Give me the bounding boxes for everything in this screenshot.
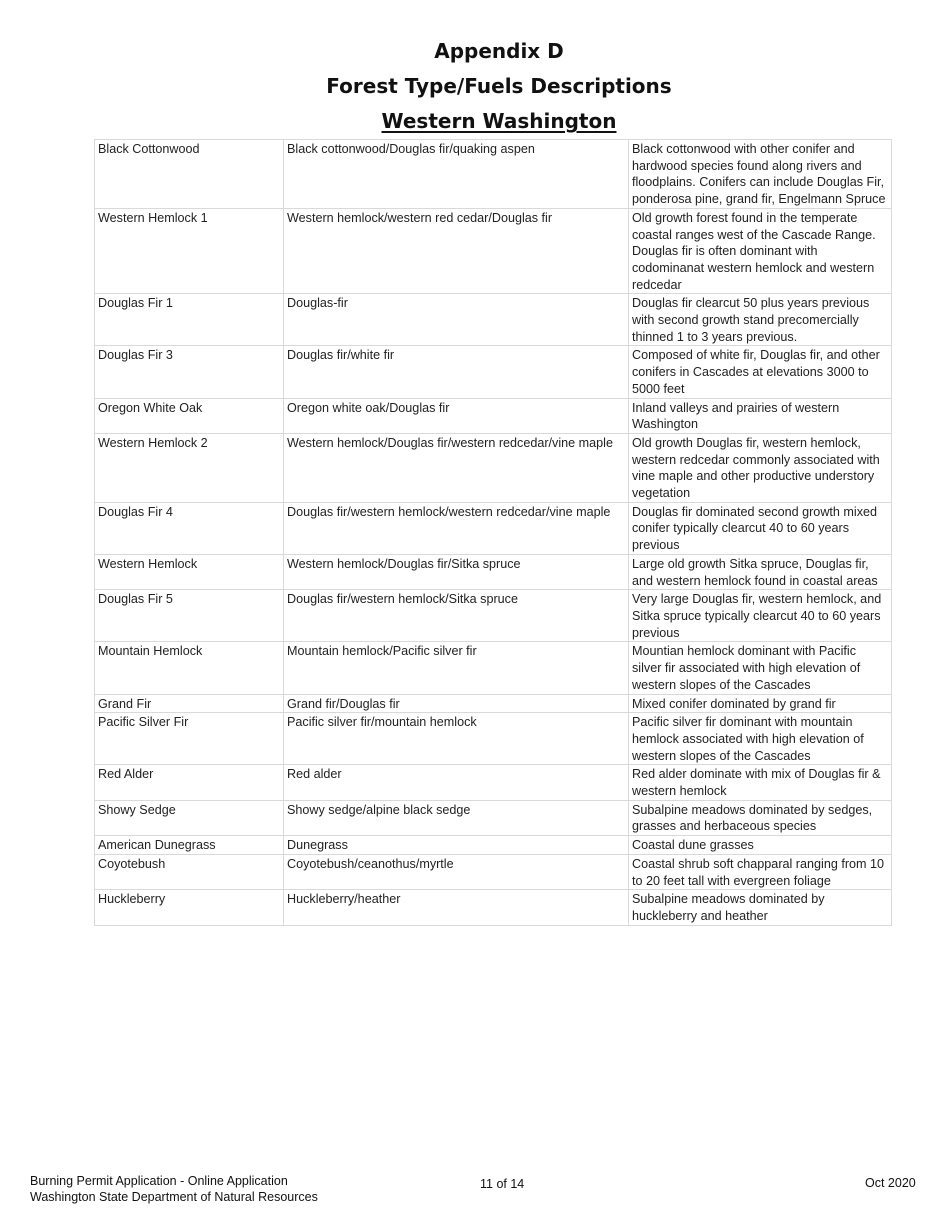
table-row bbox=[95, 294, 892, 346]
description-cell: Very large Douglas fir, western hemlock, and Sitka spruce typically clearcut 40 to 60 years previous bbox=[629, 590, 892, 642]
description-cell: Composed of white fir, Douglas fir, and other conifers in Cascades at elevations 3000 to 5000 feet bbox=[629, 346, 892, 398]
description-cell: Douglas fir dominated second growth mixed conifer typically clearcut 40 to 60 years previous bbox=[629, 502, 892, 554]
forest-type-cell: Mountain Hemlock bbox=[95, 642, 284, 694]
species-cell: Douglas fir/white fir bbox=[284, 346, 629, 398]
table-row bbox=[95, 554, 892, 589]
forest-type-cell: Douglas Fir 4 bbox=[95, 502, 284, 554]
page-number: 11 of 14 bbox=[480, 1177, 525, 1191]
table-row bbox=[95, 208, 892, 294]
species-cell: Douglas-fir bbox=[284, 294, 629, 346]
footer-source bbox=[30, 1174, 318, 1205]
table-row bbox=[95, 694, 892, 713]
table-row bbox=[95, 433, 892, 502]
species-cell: Oregon white oak/Douglas fir bbox=[284, 398, 629, 433]
species-cell: Pacific silver fir/mountain hemlock bbox=[284, 713, 629, 765]
description-cell: Old growth Douglas fir, western hemlock, western redcedar commonly associated with vine maple and other productive understory vegetation bbox=[629, 433, 892, 502]
species-cell: Red alder bbox=[284, 765, 629, 800]
table-row bbox=[95, 854, 892, 889]
table-row bbox=[95, 140, 892, 209]
species-cell: Grand fir/Douglas fir bbox=[284, 694, 629, 713]
appendix-title: Appendix D bbox=[434, 39, 564, 63]
forest-type-cell: Western Hemlock 1 bbox=[95, 208, 284, 294]
description-cell: Old growth forest found in the temperate coastal ranges west of the Cascade Range. Douglas fir is often dominant with codominanat western hemlock and western redcedar bbox=[629, 208, 892, 294]
species-cell: Mountain hemlock/Pacific silver fir bbox=[284, 642, 629, 694]
description-cell: Pacific silver fir dominant with mountain hemlock associated with high elevation of western slopes of the Cascades bbox=[629, 713, 892, 765]
description-cell: Large old growth Sitka spruce, Douglas fir, and western hemlock found in coastal areas bbox=[629, 554, 892, 589]
description-cell: Douglas fir clearcut 50 plus years previous with second growth stand precomercially thinned 1 to 3 years previous. bbox=[629, 294, 892, 346]
table-row bbox=[95, 642, 892, 694]
species-cell: Coyotebush/ceanothus/myrtle bbox=[284, 854, 629, 889]
footer-application: Burning Permit Application - Online Application bbox=[30, 1174, 288, 1188]
forest-type-cell: Red Alder bbox=[95, 765, 284, 800]
description-cell: Red alder dominate with mix of Douglas fir & western hemlock bbox=[629, 765, 892, 800]
species-cell: Douglas fir/western hemlock/Sitka spruce bbox=[284, 590, 629, 642]
species-cell: Black cottonwood/Douglas fir/quaking aspen bbox=[284, 140, 629, 209]
description-cell: Mountian hemlock dominant with Pacific silver fir associated with high elevation of western slopes of the Cascades bbox=[629, 642, 892, 694]
forest-type-cell: Western Hemlock 2 bbox=[95, 433, 284, 502]
species-cell: Dunegrass bbox=[284, 836, 629, 855]
forest-type-cell: Oregon White Oak bbox=[95, 398, 284, 433]
forest-type-cell: Pacific Silver Fir bbox=[95, 713, 284, 765]
forest-type-cell: Black Cottonwood bbox=[95, 140, 284, 209]
fuels-table-body bbox=[95, 140, 892, 926]
forest-type-cell: Douglas Fir 1 bbox=[95, 294, 284, 346]
description-cell: Coastal dune grasses bbox=[629, 836, 892, 855]
description-cell: Inland valleys and prairies of western Washington bbox=[629, 398, 892, 433]
description-cell: Coastal shrub soft chapparal ranging from 10 to 20 feet tall with evergreen foliage bbox=[629, 854, 892, 889]
table-row bbox=[95, 713, 892, 765]
species-cell: Showy sedge/alpine black sedge bbox=[284, 800, 629, 835]
description-cell: Subalpine meadows dominated by huckleberry and heather bbox=[629, 890, 892, 925]
species-cell: Douglas fir/western hemlock/western redcedar/vine maple bbox=[284, 502, 629, 554]
forest-type-cell: Western Hemlock bbox=[95, 554, 284, 589]
forest-type-cell: Coyotebush bbox=[95, 854, 284, 889]
footer-date: Oct 2020 bbox=[865, 1176, 916, 1190]
table-row bbox=[95, 800, 892, 835]
species-cell: Huckleberry/heather bbox=[284, 890, 629, 925]
forest-type-cell: Showy Sedge bbox=[95, 800, 284, 835]
table-row bbox=[95, 836, 892, 855]
region-title: Western Washington bbox=[381, 109, 617, 133]
footer-department: Washington State Department of Natural Resources bbox=[30, 1189, 318, 1204]
forest-type-cell: Douglas Fir 5 bbox=[95, 590, 284, 642]
forest-type-cell: Huckleberry bbox=[95, 890, 284, 925]
forest-type-cell: Douglas Fir 3 bbox=[95, 346, 284, 398]
description-cell: Black cottonwood with other conifer and hardwood species found along rivers and floodplains. Conifers can include Douglas Fir, ponderosa pine, grand fir, Engelmann Spruce bbox=[629, 140, 892, 209]
document-title: Forest Type/Fuels Descriptions bbox=[326, 74, 672, 98]
table-row bbox=[95, 346, 892, 398]
table-row bbox=[95, 398, 892, 433]
species-cell: Western hemlock/Douglas fir/Sitka spruce bbox=[284, 554, 629, 589]
description-cell: Mixed conifer dominated by grand fir bbox=[629, 694, 892, 713]
species-cell: Western hemlock/Douglas fir/western redcedar/vine maple bbox=[284, 433, 629, 502]
table-row bbox=[95, 765, 892, 800]
species-cell: Western hemlock/western red cedar/Douglas fir bbox=[284, 208, 629, 294]
forest-type-cell: American Dunegrass bbox=[95, 836, 284, 855]
forest-type-cell: Grand Fir bbox=[95, 694, 284, 713]
table-row bbox=[95, 502, 892, 554]
page-heading bbox=[0, 34, 950, 139]
fuels-table bbox=[94, 139, 892, 926]
table-row bbox=[95, 890, 892, 925]
description-cell: Subalpine meadows dominated by sedges, grasses and herbaceous species bbox=[629, 800, 892, 835]
table-row bbox=[95, 590, 892, 642]
